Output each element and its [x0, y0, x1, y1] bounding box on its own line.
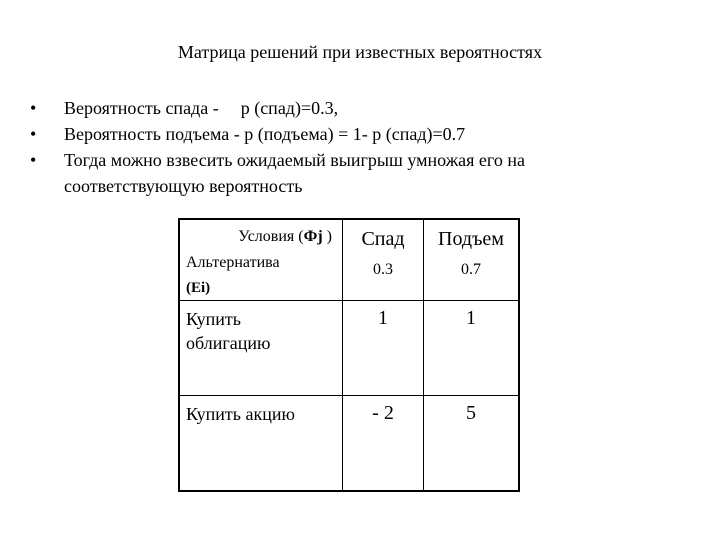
- bullet-mark: •: [30, 98, 37, 118]
- decision-matrix-table: [178, 218, 520, 492]
- bullet-text-line1: Тогда можно взвесить ожидаемый выигрыш умножая его на: [64, 150, 525, 170]
- column-header-growth: [424, 219, 520, 301]
- column-probability: 0.3: [373, 261, 393, 278]
- bullet-item-growth-probability: [30, 121, 690, 147]
- payoff-cell: - 2: [343, 396, 424, 492]
- row-label: Купить облигацию: [179, 301, 343, 396]
- alternative-symbol: (Ei): [186, 280, 211, 296]
- column-name: Подъем: [438, 228, 504, 250]
- bullet-item-recession-probability: [30, 95, 690, 121]
- row-label: Купить акцию: [179, 396, 343, 492]
- bullet-text-line2: соответствующую вероятность: [64, 176, 303, 196]
- column-probability: 0.7: [461, 261, 481, 278]
- header-corner-cell: [179, 219, 343, 301]
- bullet-text: Вероятность спада -: [64, 98, 219, 118]
- bullet-item-expected-payoff: [30, 147, 690, 199]
- column-name: Спад: [361, 228, 405, 250]
- payoff-cell: 1: [424, 301, 520, 396]
- table-header-row: [179, 219, 519, 301]
- bullet-mark: •: [30, 124, 37, 144]
- payoff-cell: 5: [424, 396, 520, 492]
- conditions-symbol: Фj: [303, 228, 323, 245]
- table-row-bonds: [179, 301, 519, 396]
- column-header-recession: [343, 219, 424, 301]
- bullet-mark: •: [30, 150, 37, 170]
- payoff-cell: 1: [343, 301, 424, 396]
- table-row-stock: [179, 396, 519, 492]
- bullet-list: [30, 95, 690, 199]
- slide-title: Матрица решений при известных вероятностях: [177, 42, 543, 62]
- bullet-text: Вероятность подъема - р (подъема) = 1- р (спад)=0.7: [64, 124, 466, 144]
- conditions-label: Условия (Фj ): [238, 228, 332, 245]
- alternative-label: Альтернатива: [186, 254, 280, 271]
- bullet-text-formula: р (спад)=0.3,: [240, 98, 339, 118]
